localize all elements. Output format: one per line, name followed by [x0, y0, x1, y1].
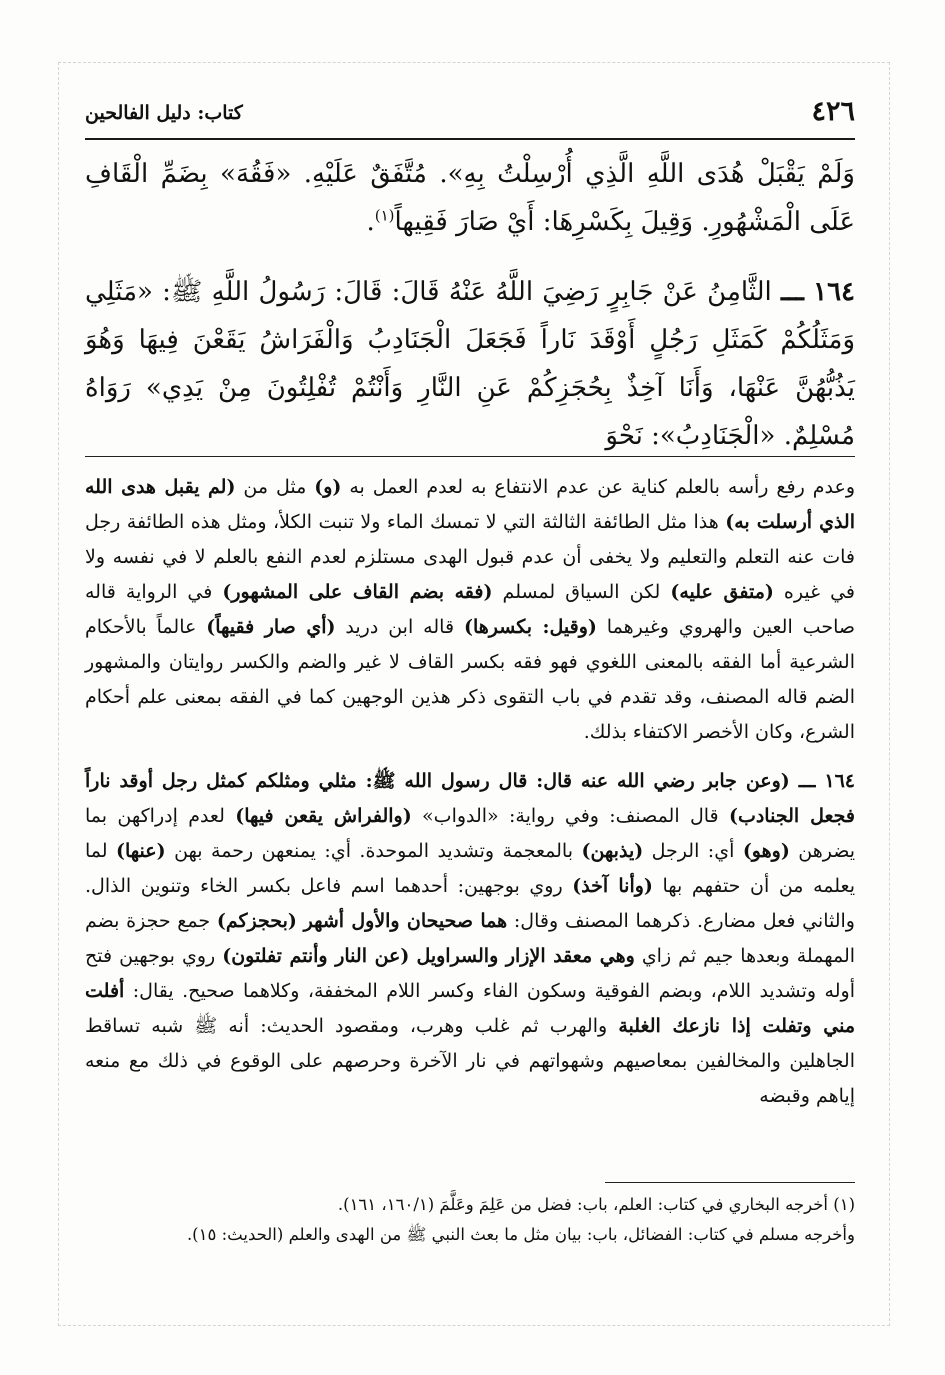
commentary-quote: (بحجزكم)	[216, 910, 297, 932]
text-commentary-separator	[85, 456, 855, 457]
commentary-quote: (وهو)	[742, 840, 790, 862]
footnote-1-line-1: (١) أخرجه البخاري في كتاب: العلم، باب: فضل من عَلِمَ وعَلَّمَ (١٦٠/١، ١٦١).	[337, 1195, 855, 1214]
commentary-quote: وهي معقد الإزار والسراويل	[416, 945, 635, 967]
commentary-span: لكن السياق لمسلم	[492, 581, 671, 603]
book-title: كتاب: دليل الفالحين	[85, 102, 243, 124]
header-rule	[85, 138, 855, 140]
commentary-span: بالمعجمة وتشديد الموحدة. أي: يمنعهن رحمة بهن	[165, 840, 582, 862]
commentary-paragraph-1	[85, 470, 855, 750]
main-paragraph-1-text: وَلَمْ يَقْبَلْ هُدَى اللَّهِ الَّذِي أُرْسِلْتُ بِهِ». مُتَّفَقٌ عَلَيْهِ. «فَقُهَ» بِضَمِّ الْقَافِ عَلَى الْمَشْهُورِ. وَقِيلَ بِكَسْرِهَا: أَيْ صَارَ فَقِيهاً	[85, 159, 855, 237]
main-paragraph-2	[85, 268, 855, 460]
commentary-span: هذا مثل الطائفة الثالثة التي لا تمسك الماء ولا تنبت الكلأ، ومثل هذه الطائفة رجل فات عنه التعلم والتعليم ولا يخفى أن عدم قبول الهدى مستلزم لعدم النفع بالعلم لا في نفسه ولا في غيره	[85, 511, 855, 603]
commentary-paragraph-2	[85, 764, 855, 1114]
commentary-text	[85, 470, 855, 1114]
commentary-span: قاله ابن دريد	[335, 616, 464, 638]
commentary-quote: (لم يقبل هدى الله الذي أرسلت به)	[85, 476, 855, 533]
hadith-number: ١٦٤	[813, 277, 856, 307]
commentary-span: وعدم رفع رأسه بالعلم كناية عن عدم الانتفاع به لعدم العمل به	[341, 476, 855, 498]
page-number: ٤٢٦	[811, 96, 855, 127]
commentary-quote: (يذبهن)	[581, 840, 644, 862]
commentary-span: لعدم إدراكهن بما يضرهن	[85, 805, 855, 862]
commentary-quote: (وأنا آخذ)	[572, 875, 653, 897]
footnotes	[85, 1190, 855, 1250]
commentary-quote: (أي صار فقيهاً)	[206, 616, 336, 638]
main-paragraph-1	[85, 150, 855, 246]
main-paragraph-1-end: .	[366, 207, 375, 237]
commentary-quote: (عنها)	[116, 840, 166, 862]
hadith-dash: ـــ	[781, 277, 804, 307]
commentary-quote: (عن النار وأنتم تفلتون)	[222, 945, 410, 967]
commentary-span	[297, 910, 304, 932]
commentary-quote: (فقه بضم القاف على المشهور)	[222, 581, 493, 603]
commentary-quote: (والفراش يقعن فيها)	[235, 805, 412, 827]
commentary-span: والهرب ثم غلب وهرب، ومقصود الحديث: أنه ﷺ شبه تساقط الجاهلين والمخالفين بمعاصيهم وشهواتهم في نار الآخرة وحرصهم على الوقوع في ذلك مع منعه إياهم وقبضه	[85, 1015, 855, 1107]
commentary-span: في الرواية قاله صاحب العين والهروي وغيرهما	[85, 581, 855, 638]
commentary-span: لما يعلمه من أن حتفهم بها	[85, 840, 855, 897]
commentary-hadith-number: ١٦٤ ـــ	[789, 770, 855, 792]
running-header	[85, 90, 855, 136]
commentary-quote: هما صحيحان والأول أشهر	[303, 910, 508, 932]
footnote-reference: (١)	[374, 206, 395, 225]
hadith-text: الثَّامِنُ عَنْ جَابِرٍ رَضِيَ اللَّهُ عَنْهُ قَالَ: قَالَ: رَسُولُ اللَّهِ ﷺ: «مَثَلِي وَمَثَلُكُمْ كَمَثَلِ رَجُلٍ أَوْقَدَ نَاراً فَجَعَلَ الْجَنَادِبُ وَالْفَرَاشُ يَقَعْنَ فِيهَا وَهُوَ يَذُبُّهُنَّ عَنْهَا، وَأَنَا آخِذٌ بِحُجَزِكُمْ عَنِ النَّارِ وَأَنْتُمْ تُفْلِتُونَ مِنْ يَدِي» رَوَاهُ مُسْلِمٌ. «الْجَنَادِبُ»: نَحْوَ	[85, 277, 855, 451]
commentary-span: عالماً بالأحكام الشرعية أما الفقه بالمعنى اللغوي فهو فقه بكسر القاف لا غير والضم والكسر روايتان والمشهور الضم قاله المصنف، وقد تقدم في باب التقوى ذكر هذين الوجهين كما في الفقه بمعنى علم أحكام الشرع، وكان الأخصر الاكتفاء بذلك.	[85, 616, 855, 743]
commentary-span: مثل من	[235, 476, 315, 498]
commentary-span: روي بوجهين فتح أوله وتشديد اللام، وبضم الفوقية وسكون الفاء وكسر اللام المخففة، وكلاهما صحيح. يقال:	[85, 945, 855, 1002]
commentary-span: أي: الرجل	[643, 840, 743, 862]
commentary-span: روي بوجهين: أحدهما اسم فاعل بكسر الخاء وتنوين الذال. والثاني فعل مضارع. ذكرهما المصنف وقال:	[85, 875, 855, 932]
footnote-1-line-2: وأخرجه مسلم في كتاب: الفضائل، باب: بيان مثل ما بعث النبي ﷺ من الهدى والعلم (الحديث: ١٥).	[186, 1225, 855, 1244]
commentary-quote: (و)	[314, 476, 342, 498]
commentary-quote: أفلت مني وتفلت إذا نازعك الغلبة	[85, 980, 855, 1037]
commentary-span: قال المصنف: وفي رواية: «الدواب»	[411, 805, 729, 827]
commentary-quote: (متفق عليه)	[670, 581, 774, 603]
footnote-rule	[605, 1182, 855, 1183]
commentary-quote: (وعن جابر رضي الله عنه قال: قال رسول الله ﷺ: مثلي ومثلكم كمثل رجل أوقد ناراً فجعل الجنادب)	[85, 770, 855, 827]
commentary-quote: (وقيل: بكسرها)	[463, 616, 597, 638]
main-hadith-text	[85, 150, 855, 460]
commentary-span: جمع حجزة بضم المهملة وبعدها جيم ثم زاي	[85, 910, 856, 967]
